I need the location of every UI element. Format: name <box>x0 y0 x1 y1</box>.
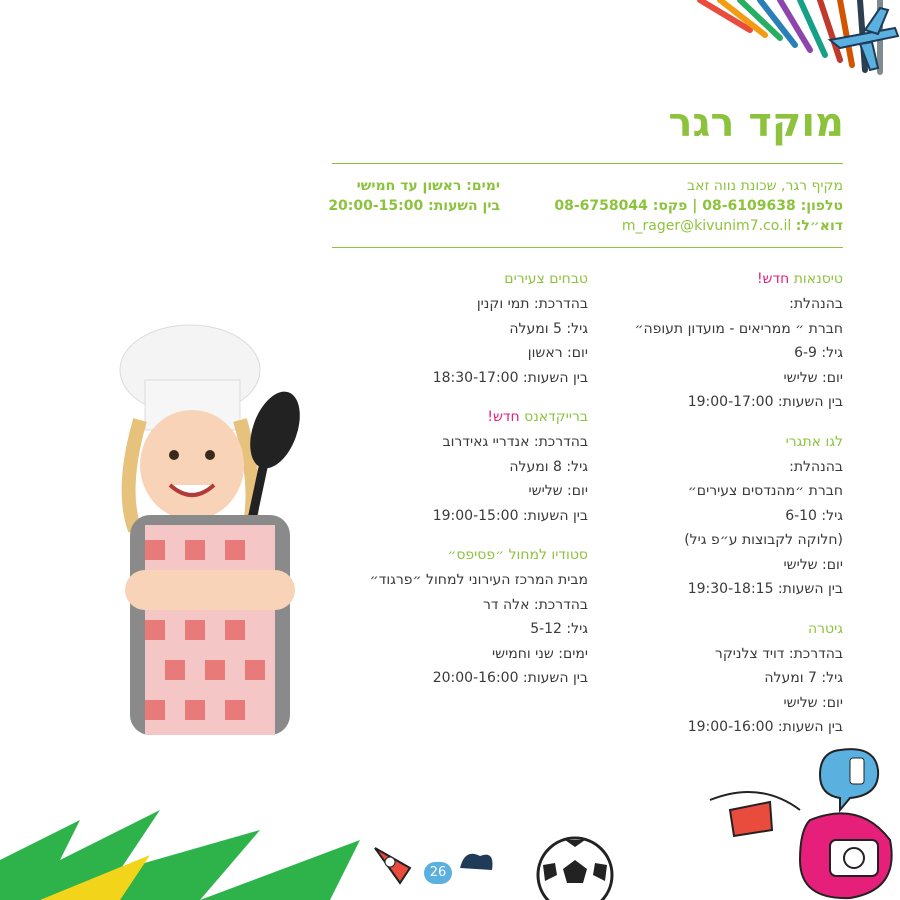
soccer-ball-illustration <box>535 835 615 900</box>
activity-line: יום: שלישי <box>783 694 843 711</box>
activity-line: גיל: 6-9 <box>794 345 843 361</box>
phone-fax: טלפון: 08-6109638 | פקס: 08-6758044 <box>554 198 843 214</box>
opening-hours: בין השעות: 20:00-15:00 <box>328 198 500 214</box>
activity-line: בין השעות: 19:00-16:00 <box>687 719 843 735</box>
activity-name: ברייקדאנס <box>524 409 588 425</box>
activity-title <box>358 268 588 290</box>
activity-guitar <box>613 618 843 740</box>
activity-line: גיל: 5-12 <box>530 621 588 637</box>
activity-line: בין השעות: 18:30-17:00 <box>432 369 588 386</box>
activity-line: בהנהלת: <box>789 458 843 475</box>
new-badge: חדש! <box>487 409 520 425</box>
activity-line: יום: ראשון <box>527 345 588 361</box>
pencils-plane-illustration <box>680 0 900 80</box>
activity-line: בהדרכת: אלה דר <box>482 596 588 613</box>
activity-name: סטודיו למחול ״פסיפס״ <box>447 547 588 563</box>
activity-line: ימים: שני וחמישי <box>492 645 588 662</box>
activity-line: בין השעות: 20:00-16:00 <box>432 670 588 686</box>
page-title: מוקד רגר <box>668 100 844 146</box>
activity-name: טבחים צעירים <box>504 271 588 287</box>
address: מקיף רגר, שכונת נווה זאב <box>687 178 843 194</box>
activity-line: (חלוקה לקבוצות ע״פ גיל) <box>684 532 843 548</box>
activity-line: יום: שלישי <box>528 483 588 499</box>
activity-name: גיטרה <box>807 620 843 637</box>
activity-lego <box>613 431 843 602</box>
divider-bottom <box>332 247 843 248</box>
activity-title <box>613 431 843 453</box>
like-camera-doodles <box>700 740 900 900</box>
opening-days: ימים: ראשון עד חמישי <box>356 178 500 194</box>
activity-name: טיסנאות <box>793 271 843 287</box>
activities-right-column <box>613 268 843 756</box>
activity-line: בין השעות: 19:30-18:15 <box>687 581 843 597</box>
child-chef-image <box>100 300 320 740</box>
activity-title <box>613 268 843 290</box>
activity-line: בין השעות: 19:00-17:00 <box>687 394 843 410</box>
activity-title <box>358 544 588 566</box>
activity-line: בהדרכת: אנדריי גאידרוב <box>442 434 588 450</box>
activity-breakdance <box>358 406 588 528</box>
activity-line: גיל: 8 ומעלה <box>509 458 588 475</box>
activity-line: מבית המרכז העירוני למחול ״פרגוד״ <box>369 572 588 588</box>
activity-line: גיל: 5 ומעלה <box>509 320 588 337</box>
email-line <box>523 216 843 236</box>
email-link[interactable]: m_rager@kivunim7.co.il <box>621 218 792 234</box>
new-badge: חדש! <box>756 271 790 287</box>
activities-left-column <box>358 268 588 707</box>
activity-line: בהנהלת: <box>789 296 843 312</box>
activity-line: בהדרכת: תמי וקנין <box>476 296 588 312</box>
opening-hours-block <box>320 176 500 216</box>
activity-title <box>613 618 843 640</box>
activity-line: חברת ״ ממריאים - מועדון תעופה״ <box>634 320 843 337</box>
divider-top <box>332 163 843 164</box>
activity-line: בין השעות: 19:00-15:00 <box>432 507 588 524</box>
activity-line: יום: שלישי <box>783 369 843 386</box>
activity-line: גיל: 7 ומעלה <box>764 670 843 686</box>
email-label: דוא״ל: <box>795 218 843 234</box>
activity-line: גיל: 6-10 <box>785 507 843 524</box>
activity-line: בהדרכת: דויד צלניקר <box>714 645 843 662</box>
activity-dance-studio <box>358 544 588 691</box>
contact-block <box>523 176 843 236</box>
green-brush-strokes <box>0 800 370 900</box>
activity-model-aircraft <box>613 268 843 415</box>
activity-title <box>358 406 588 428</box>
page-number: 26 <box>424 862 452 884</box>
activity-line: חברת ״מהנדסים צעירים״ <box>687 483 843 499</box>
activity-name: לגו אתגרי <box>785 433 843 450</box>
activity-line: יום: שלישי <box>783 556 843 573</box>
activity-young-chefs <box>358 268 588 390</box>
